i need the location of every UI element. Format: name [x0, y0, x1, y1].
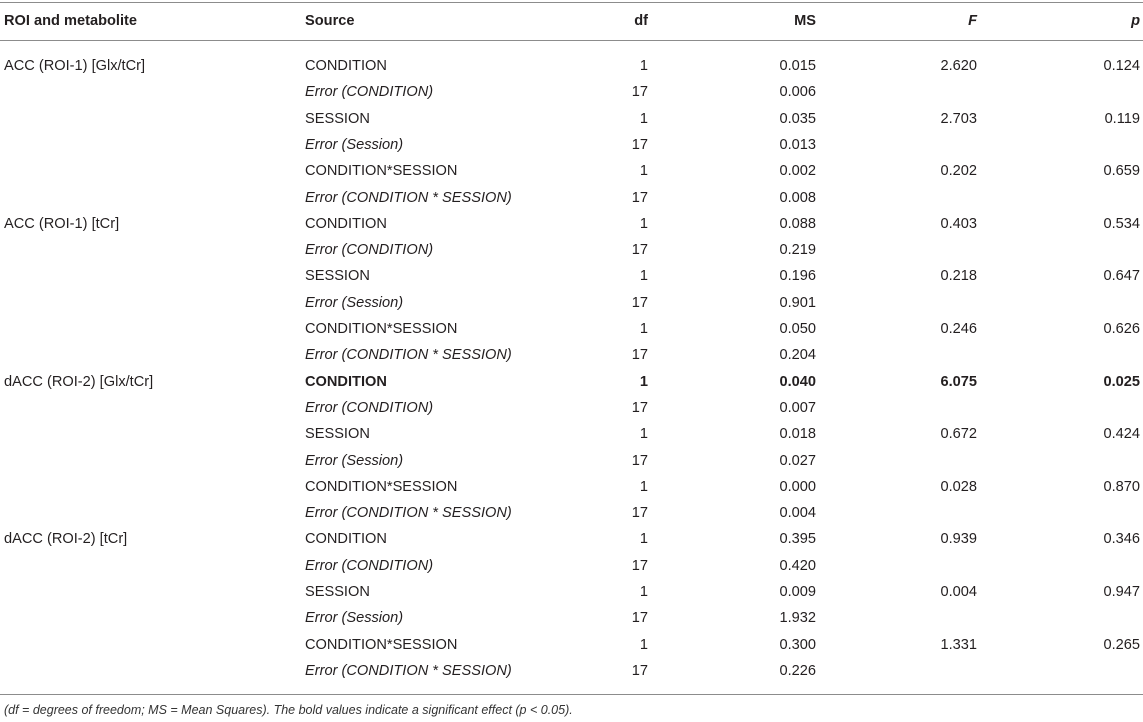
row-ms: 0.226: [779, 662, 816, 679]
header-roi: ROI and metabolite: [4, 13, 137, 29]
row-source: CONDITION: [305, 373, 387, 390]
row-ms: 0.420: [779, 557, 816, 574]
row-df: 17: [631, 505, 648, 522]
row-df: 1: [639, 478, 648, 495]
table-bottom-rule: [0, 694, 1143, 695]
table-row: [0, 132, 1143, 158]
row-f: 0.246: [940, 321, 977, 337]
row-ms: 0.901: [779, 294, 816, 311]
row-ms: 0.007: [779, 399, 816, 416]
row-roi: dACC (ROI-2) [Glx/tCr]: [4, 373, 154, 390]
row-df: 1: [639, 110, 648, 127]
table-row: [0, 500, 1143, 526]
row-source: CONDITION: [305, 215, 387, 232]
row-df: 1: [639, 58, 648, 74]
row-source: Error (Session): [305, 452, 404, 469]
row-source: SESSION: [305, 110, 370, 127]
row-df: 1: [639, 321, 648, 337]
row-p: 0.534: [1103, 215, 1140, 232]
row-p: [1000, 185, 1140, 211]
row-source: SESSION: [305, 584, 370, 600]
row-p: 0.119: [1104, 110, 1140, 127]
row-ms: 0.015: [779, 58, 816, 74]
row-f: 6.075: [940, 373, 977, 390]
row-ms: 0.013: [779, 136, 816, 153]
row-p: 0.626: [1103, 321, 1140, 337]
row-f: [860, 342, 977, 368]
row-p: [1000, 237, 1140, 263]
row-p: 0.346: [1103, 531, 1140, 548]
row-ms: 0.009: [779, 584, 816, 600]
row-roi: ACC (ROI-1) [Glx/tCr]: [4, 58, 146, 74]
table-row: [0, 395, 1143, 421]
row-f: [860, 500, 977, 526]
row-source: CONDITION: [305, 531, 387, 548]
row-source: SESSION: [305, 268, 370, 285]
row-p: 0.025: [1103, 373, 1140, 390]
header-ms: MS: [794, 13, 816, 29]
row-df: 17: [631, 242, 648, 259]
row-ms: 0.027: [779, 452, 816, 469]
row-ms: 0.300: [779, 636, 816, 653]
row-df: 1: [639, 531, 648, 548]
row-ms: 0.018: [779, 426, 816, 443]
row-f: 1.331: [940, 636, 977, 653]
row-df: 17: [631, 452, 648, 469]
table-row: [0, 158, 1143, 184]
row-f: 0.028: [940, 478, 977, 495]
row-f: [860, 605, 977, 631]
header-f: F: [968, 13, 977, 29]
row-ms: 1.932: [779, 610, 816, 627]
table-row: [0, 185, 1143, 211]
row-f: [860, 448, 977, 474]
row-f: 0.672: [940, 426, 977, 443]
header-rule: [0, 40, 1143, 41]
row-p: [1000, 290, 1140, 316]
row-p: [1000, 605, 1140, 631]
table-row: [0, 53, 1143, 79]
row-f: 0.004: [940, 584, 977, 600]
row-source: Error (CONDITION): [305, 399, 434, 416]
row-f: [860, 132, 977, 158]
row-p: [1000, 132, 1140, 158]
table-footnote: (df = degrees of freedom; MS = Mean Squares). The bold values indicate a significant effect (p < 0.05).: [4, 703, 573, 717]
header-source: Source: [305, 13, 355, 29]
table-row: [0, 658, 1143, 684]
table-row: [0, 79, 1143, 105]
row-df: 1: [639, 163, 648, 180]
row-p: 0.424: [1103, 426, 1140, 443]
row-df: 17: [631, 136, 648, 153]
row-f: 0.218: [940, 268, 977, 285]
table-row: [0, 553, 1143, 579]
row-df: 17: [631, 399, 648, 416]
row-ms: 0.040: [779, 373, 816, 390]
row-f: [860, 237, 977, 263]
row-df: 17: [631, 347, 648, 364]
row-p: [1000, 395, 1140, 421]
row-p: 0.947: [1103, 584, 1140, 600]
row-ms: 0.219: [779, 242, 816, 259]
row-p: [1000, 448, 1140, 474]
row-source: Error (CONDITION * SESSION): [305, 347, 512, 364]
table-header-row: [0, 8, 1143, 34]
row-p: [1000, 553, 1140, 579]
row-ms: 0.050: [779, 321, 816, 337]
row-source: Error (CONDITION * SESSION): [305, 505, 512, 522]
row-p: 0.659: [1103, 163, 1140, 180]
row-ms: 0.035: [779, 110, 816, 127]
row-ms: 0.004: [779, 505, 816, 522]
row-p: [1000, 79, 1140, 105]
row-ms: 0.196: [779, 268, 816, 285]
row-ms: 0.008: [779, 189, 816, 206]
row-p: 0.870: [1103, 478, 1140, 495]
row-source: Error (CONDITION): [305, 242, 434, 259]
table-top-rule: [0, 2, 1143, 3]
row-df: 17: [631, 610, 648, 627]
table-row: [0, 526, 1143, 552]
row-p: 0.124: [1103, 58, 1140, 74]
row-roi: dACC (ROI-2) [tCr]: [4, 531, 128, 548]
row-p: [1000, 500, 1140, 526]
row-roi: ACC (ROI-1) [tCr]: [4, 215, 120, 232]
row-f: [860, 395, 977, 421]
table-row: [0, 605, 1143, 631]
row-f: 2.703: [940, 110, 977, 127]
row-p: [1000, 658, 1140, 684]
header-p: p: [1131, 13, 1140, 29]
row-df: 17: [631, 294, 648, 311]
row-ms: 0.088: [779, 215, 816, 232]
row-source: Error (Session): [305, 294, 404, 311]
row-source: CONDITION*SESSION: [305, 163, 458, 180]
row-df: 17: [631, 189, 648, 206]
table-row: [0, 579, 1143, 605]
row-source: Error (Session): [305, 136, 404, 153]
table-row: [0, 237, 1143, 263]
row-f: 0.939: [940, 531, 977, 548]
row-df: 1: [639, 584, 648, 600]
row-p: [1000, 342, 1140, 368]
table-row: [0, 632, 1143, 658]
row-source: Error (CONDITION * SESSION): [305, 662, 512, 679]
row-df: 17: [631, 84, 648, 101]
row-source: CONDITION: [305, 58, 387, 74]
row-source: Error (CONDITION * SESSION): [305, 189, 512, 206]
row-ms: 0.006: [779, 84, 816, 101]
row-df: 1: [639, 426, 648, 443]
row-df: 1: [639, 373, 648, 390]
row-f: 0.202: [940, 163, 977, 180]
table-row: [0, 421, 1143, 447]
row-f: [860, 185, 977, 211]
row-source: Error (CONDITION): [305, 84, 434, 101]
table-row: [0, 342, 1143, 368]
row-df: 1: [639, 636, 648, 653]
table-row: [0, 211, 1143, 237]
row-source: Error (CONDITION): [305, 557, 434, 574]
row-df: 17: [631, 557, 648, 574]
row-f: [860, 553, 977, 579]
row-df: 1: [639, 268, 648, 285]
table-row: [0, 316, 1143, 342]
row-source: CONDITION*SESSION: [305, 478, 458, 495]
row-p: 0.647: [1103, 268, 1140, 285]
row-f: 2.620: [940, 58, 977, 74]
row-df: 1: [639, 215, 648, 232]
row-f: [860, 79, 977, 105]
row-source: CONDITION*SESSION: [305, 321, 458, 337]
row-f: [860, 290, 977, 316]
row-f: 0.403: [940, 215, 977, 232]
row-p: 0.265: [1103, 636, 1140, 653]
row-ms: 0.395: [779, 531, 816, 548]
table-row: [0, 448, 1143, 474]
row-f: [860, 658, 977, 684]
table-row: [0, 106, 1143, 132]
row-source: SESSION: [305, 426, 370, 443]
row-df: 17: [631, 662, 648, 679]
row-source: Error (Session): [305, 610, 404, 627]
table-row: [0, 369, 1143, 395]
row-source: CONDITION*SESSION: [305, 636, 458, 653]
table-row: [0, 474, 1143, 500]
row-ms: 0.000: [779, 478, 816, 495]
row-ms: 0.204: [779, 347, 816, 364]
table-row: [0, 290, 1143, 316]
table-row: [0, 263, 1143, 289]
row-ms: 0.002: [779, 163, 816, 180]
header-df: df: [634, 13, 648, 29]
